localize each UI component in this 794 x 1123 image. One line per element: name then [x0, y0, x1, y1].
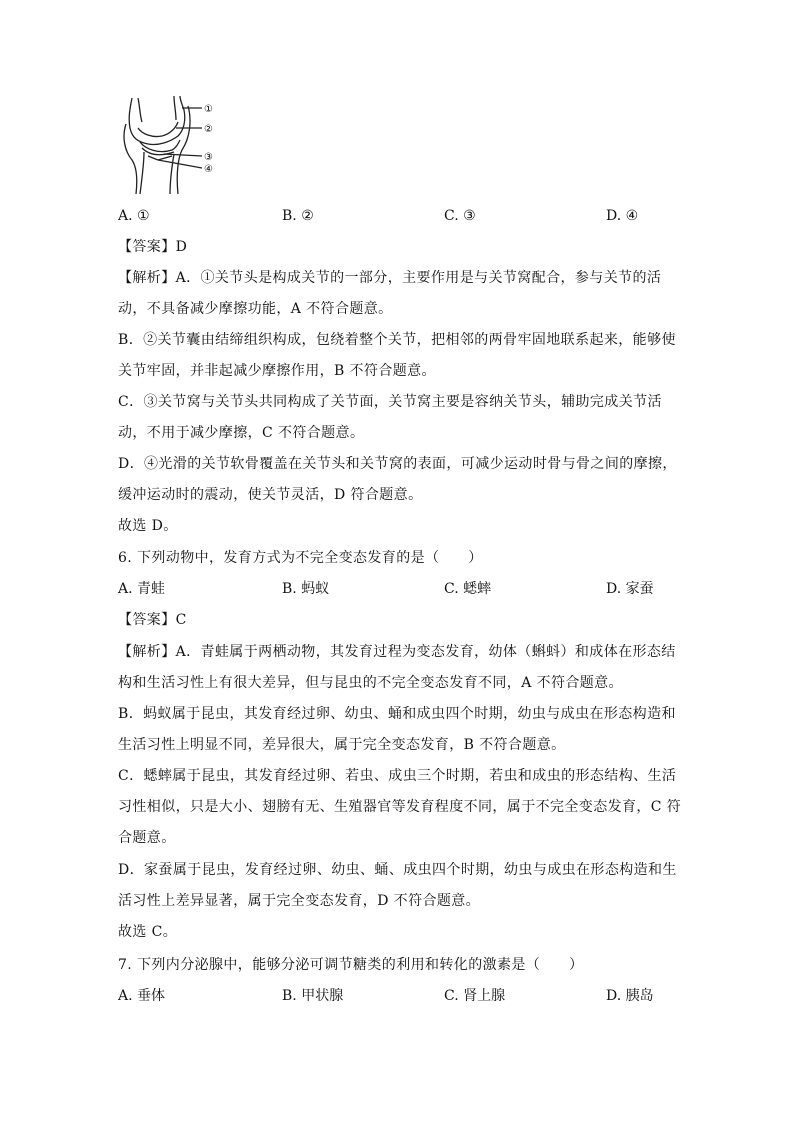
- figure-label-1: ①: [204, 104, 213, 115]
- q6-conclusion: 故选 C。: [118, 924, 178, 940]
- q6-option-c: C. 蟋蟀: [444, 581, 492, 597]
- q5-analysis-line: C．③关节窝与关节头共同构成了关节面，关节窝主要是容纳关节头，辅助完成关节活: [118, 394, 662, 410]
- q6-analysis-line: 合题意。: [118, 830, 176, 846]
- q6-analysis-line: D．家蚕属于昆虫，发育经过卵、幼虫、蛹、成虫四个时期，幼虫与成虫在形态构造和生: [118, 862, 677, 878]
- q5-option-b: B. ②: [282, 208, 314, 224]
- q7-option-c: C. 肾上腺: [444, 988, 506, 1004]
- q6-analysis-line: 生活习性上明显不同，差异很大，属于完全变态发育，B 不符合题意。: [118, 737, 566, 753]
- q6-analysis-line: 活习性上差异显著，属于完全变态发育，D 不符合题意。: [118, 893, 481, 909]
- q6-analysis-line: 构和生活习性上有很大差异，但与昆虫的不完全变态发育不同，A 不符合题意。: [118, 675, 623, 691]
- q7-option-b: B. 甲状腺: [282, 988, 344, 1004]
- q6-analysis-line: C．蟋蟀属于昆虫，其发育经过卵、若虫、成虫三个时期，若虫和成虫的形态结构、生活: [118, 768, 677, 784]
- q5-analysis-line: 动，不具备减少摩擦功能，A 不符合题意。: [118, 301, 393, 317]
- q6-answer: 【答案】C: [118, 612, 187, 628]
- q5-conclusion: 故选 D。: [118, 518, 178, 534]
- q6-analysis-line: 【解析】A．青蛙属于两栖动物，其发育过程为变态发育，幼体（蝌蚪）和成体在形态结: [118, 644, 676, 660]
- q7-stem: 7. 下列内分泌腺中，能够分泌可调节糖类的利用和转化的激素是（ ）: [118, 957, 584, 973]
- q6-analysis-line: 习性相似，只是大小、翅膀有无、生殖器官等发育程度不同，属于不完全变态发育，C 符: [118, 799, 682, 815]
- q6-option-b: B. 蚂蚁: [282, 581, 330, 597]
- figure-label-3: ③: [204, 152, 213, 163]
- q6-option-d: D. 家蚕: [606, 581, 654, 597]
- knee-joint-diagram: [118, 94, 228, 198]
- q7-option-a: A. 垂体: [118, 988, 166, 1004]
- figure-label-4: ④: [204, 164, 213, 175]
- q6-stem: 6. 下列动物中，发育方式为不完全变态发育的是（ ）: [118, 550, 483, 566]
- q5-analysis-line: D．④光滑的关节软骨覆盖在关节头和关节窝的表面，可减少运动时骨与骨之间的摩擦，: [118, 456, 677, 472]
- q5-analysis-line: 【解析】A．①关节头是构成关节的一部分，主要作用是与关节窝配合，参与关节的活: [118, 270, 662, 286]
- q5-answer: 【答案】D: [118, 239, 188, 255]
- q5-option-d: D. ④: [606, 208, 639, 224]
- knee-joint-figure: [118, 94, 228, 198]
- q5-analysis-line: 缓冲运动时的震动，使关节灵活，D 符合题意。: [118, 487, 423, 503]
- q5-option-a: A. ①: [118, 208, 150, 224]
- figure-label-2: ②: [204, 124, 213, 135]
- q7-option-d: D. 胰岛: [606, 988, 654, 1004]
- q5-analysis-line: 动，不用于减少摩擦，C 不符合题意。: [118, 425, 365, 441]
- q6-option-a: A. 青蛙: [118, 581, 166, 597]
- q6-analysis-line: B．蚂蚁属于昆虫，其发育经过卵、幼虫、蛹和成虫四个时期，幼虫与成虫在形态构造和: [118, 706, 676, 722]
- q5-option-c: C. ③: [444, 208, 476, 224]
- q5-analysis-line: B．②关节囊由结缔组织构成，包绕着整个关节，把相邻的两骨牢固地联系起来，能够使: [118, 332, 676, 348]
- q5-analysis-line: 关节牢固，并非起减少摩擦作用，B 不符合题意。: [118, 363, 436, 379]
